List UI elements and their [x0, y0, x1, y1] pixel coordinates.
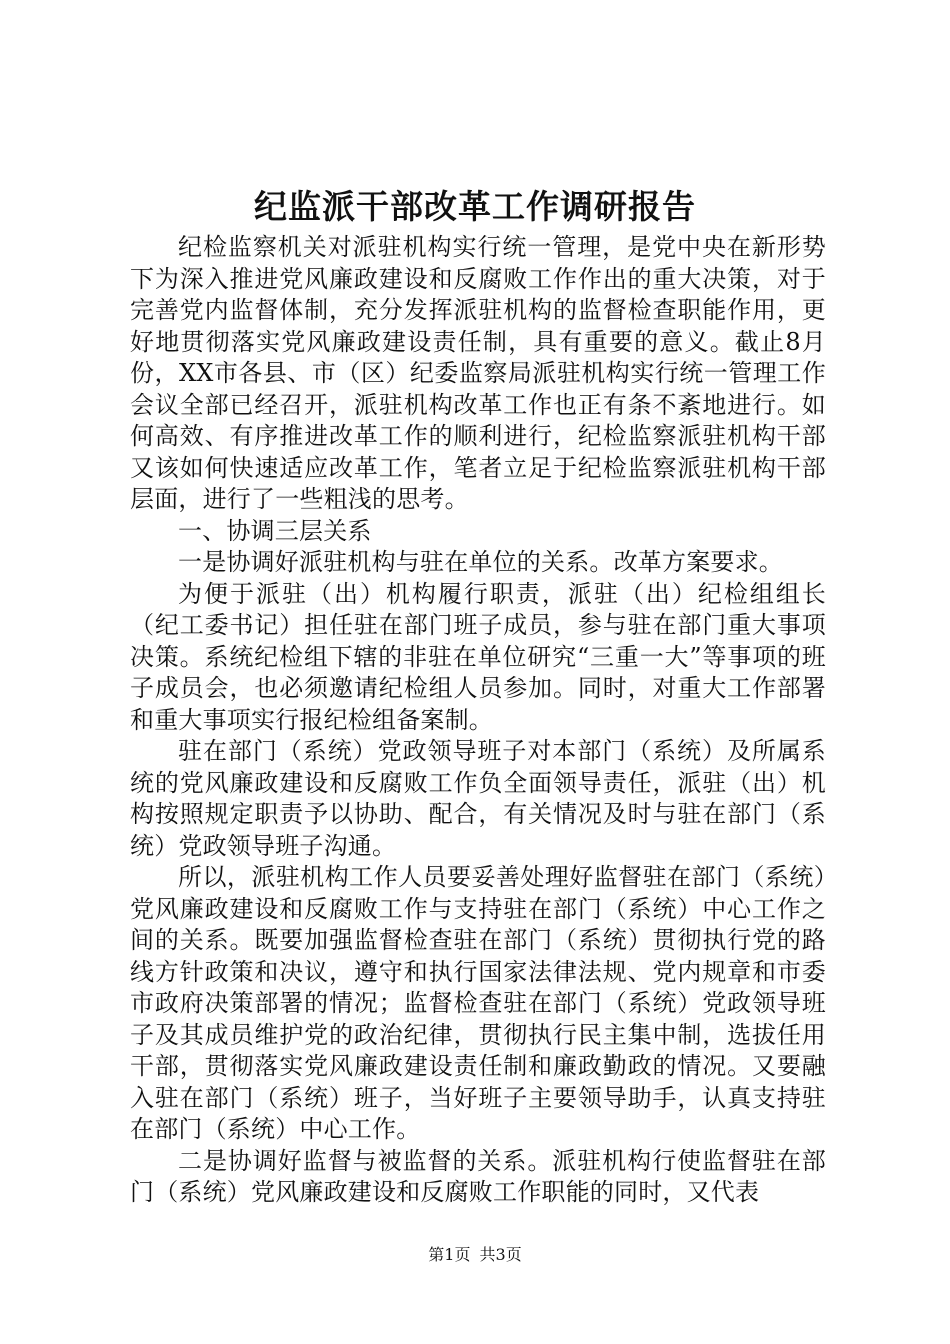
- page-total: 共3页: [479, 1245, 522, 1264]
- section-heading-1: 一、协调三层关系: [178, 516, 372, 545]
- paragraph-intro: 纪检监察机关对派驻机构实行统一管理，是党中央在新形势下为深入推进党风廉政建设和反腐败工作作出的重大决策，对于完善党内监督体制，充分发挥派驻机构的监督检查职能作用，更好地贯彻落实党风廉政建设责任制，具有重要的意义。截止8月份，XX市各县、市（区）纪委监察局派驻机构实行统一管理工作会议全部已经召开，派驻机构改革工作也正有条不紊地进行。如何高效、有序推进改革工作的顺利进行，纪检监察派驻机构干部又该如何快速适应改革工作，笔者立足于纪检监察派驻机构干部层面，进行了一些粗浅的思考。: [130, 233, 826, 513]
- document-body: [130, 232, 826, 1209]
- page-number: 第1页: [428, 1245, 471, 1264]
- page-footer: [0, 1244, 950, 1266]
- paragraph-point-2: 二是协调好监督与被监督的关系。派驻机构行使监督驻在部门（系统）党风廉政建设和反腐败工作职能的同时，又代表: [130, 1146, 826, 1206]
- paragraph-relations: 所以，派驻机构工作人员要妥善处理好监督驻在部门（系统）党风廉政建设和反腐败工作与支持驻在部门（系统）中心工作之间的关系。既要加强监督检查驻在部门（系统）贯彻执行党的路线方针政策和决议，遵守和执行国家法律法规、党内规章和市委市政府决策部署的情况；监督检查驻在部门（系统）党政领导班子及其成员维护党的政治纪律，贯彻执行民主集中制，选拔任用干部，贯彻落实党风廉政建设责任制和廉政勤政的情况。又要融入驻在部门（系统）班子，当好班子主要领导助手，认真支持驻在部门（系统）中心工作。: [130, 863, 826, 1143]
- paragraph-duties: 为便于派驻（出）机构履行职责，派驻（出）纪检组组长（纪工委书记）担任驻在部门班子成员，参与驻在部门重大事项决策。系统纪检组下辖的非驻在单位研究“三重一大”等事项的班子成员会，也必须邀请纪检组人员参加。同时，对重大工作部署和重大事项实行报纪检组备案制。: [130, 579, 826, 734]
- paragraph-point-1: 一是协调好派驻机构与驻在单位的关系。改革方案要求。: [178, 548, 783, 576]
- paragraph-leadership: 驻在部门（系统）党政领导班子对本部门（系统）及所属系统的党风廉政建设和反腐败工作负全面领导责任，派驻（出）机构按照规定职责予以协助、配合，有关情况及时与驻在部门（系统）党政领导班子沟通。: [130, 737, 826, 860]
- document-title: 纪监派干部改革工作调研报告: [254, 187, 696, 226]
